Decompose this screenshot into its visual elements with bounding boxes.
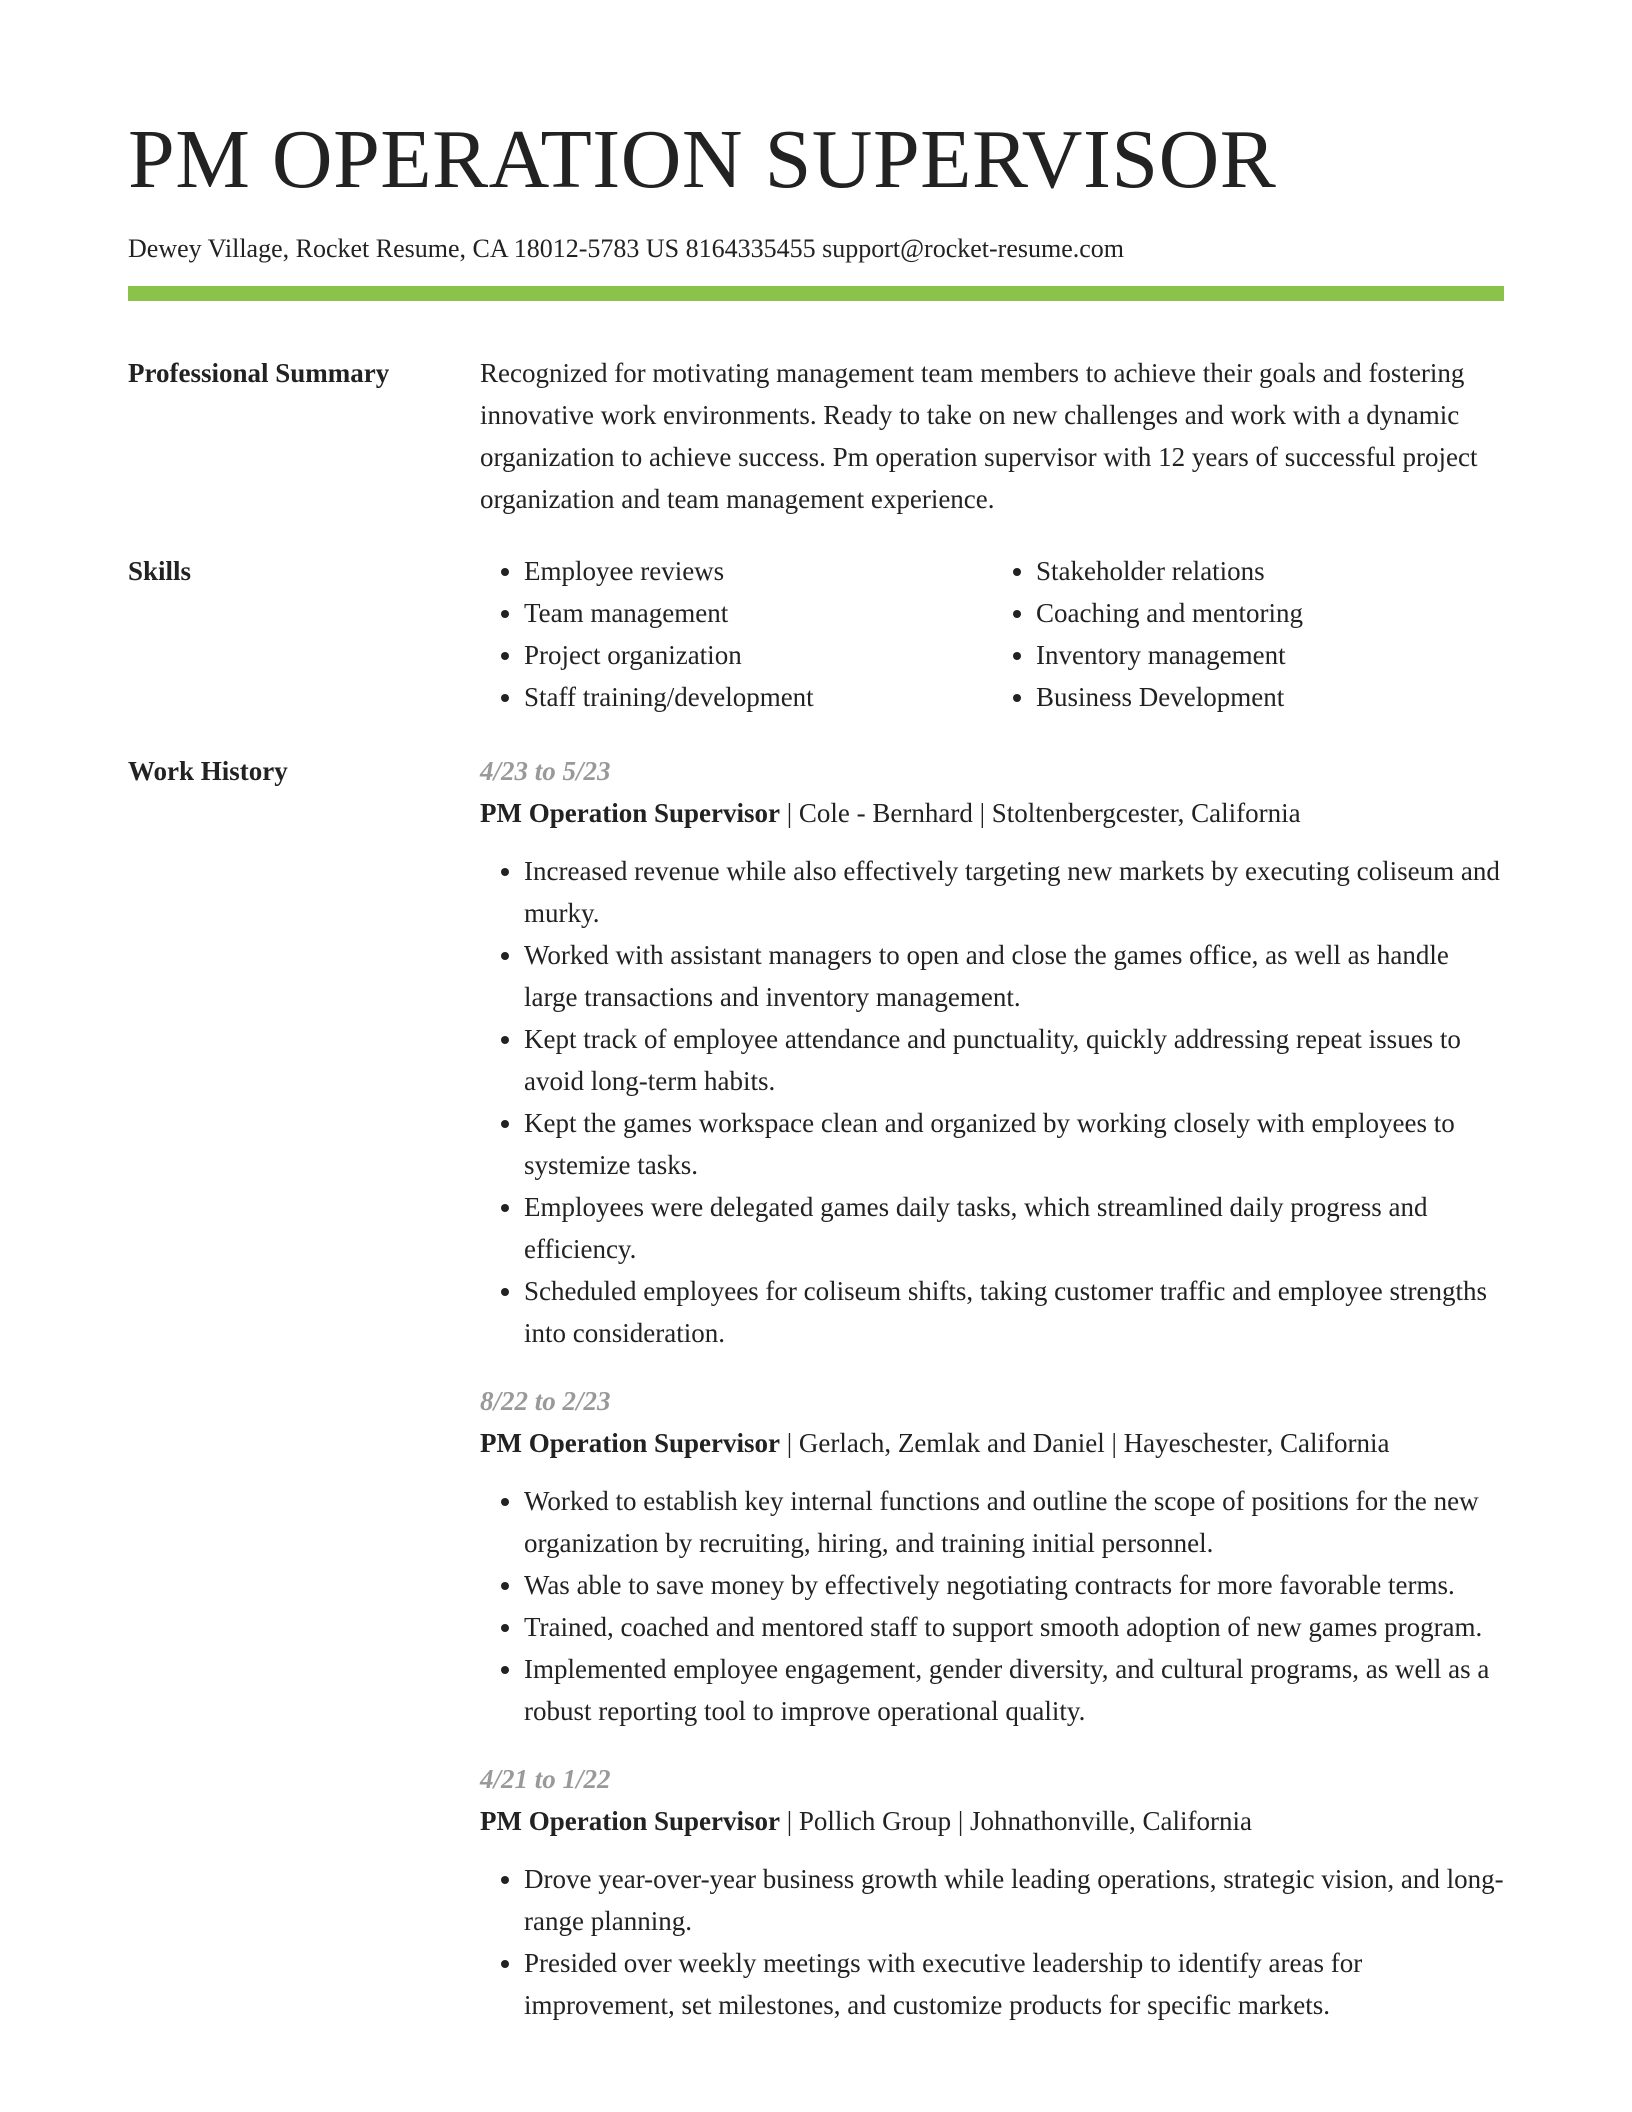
job-separator: | xyxy=(972,798,992,828)
job-location: Johnathonville, California xyxy=(970,1806,1252,1836)
job-bullet: • Scheduled employees for coliseum shifts, taking customer traffic and employee strengths into consideration. xyxy=(524,1270,1504,1354)
job-bullets xyxy=(480,1858,1504,2026)
job-dates: 4/23 to 5/23 xyxy=(480,756,611,786)
job-separator: | xyxy=(1104,1428,1124,1458)
job-location: Hayeschester, California xyxy=(1123,1428,1390,1458)
resume-name: PM OPERATION SUPERVISOR xyxy=(128,113,1277,206)
work-history-body xyxy=(480,750,1504,2052)
job-bullet: • Employees were delegated games daily tasks, which streamlined daily progress and efficiency. xyxy=(524,1186,1504,1270)
job-bullets xyxy=(480,850,1504,1354)
job-title: PM Operation Supervisor xyxy=(480,1428,780,1458)
job-company: Pollich Group xyxy=(798,1806,952,1836)
skills-list-left xyxy=(480,550,992,718)
skills-heading: Skills xyxy=(128,556,192,586)
job-company: Gerlach, Zemlak and Daniel xyxy=(798,1428,1105,1458)
job-entry xyxy=(480,750,1504,1354)
job-title: PM Operation Supervisor xyxy=(480,798,780,828)
job-separator: | xyxy=(779,1428,799,1458)
skill-item: • Employee reviews xyxy=(524,550,992,592)
job-bullet: • Kept track of employee attendance and punctuality, quickly addressing repeat issues to avoid long-term habits. xyxy=(524,1018,1504,1102)
job-location: Stoltenbergcester, California xyxy=(991,798,1301,828)
job-bullet: • Worked to establish key internal functions and outline the scope of positions for the new organization by recruiting, hiring, and training initial personnel. xyxy=(524,1480,1504,1564)
job-bullet: • Was able to save money by effectively negotiating contracts for more favorable terms. xyxy=(524,1564,1504,1606)
job-bullets xyxy=(480,1480,1504,1732)
skill-item: • Project organization xyxy=(524,634,992,676)
job-bullet: • Worked with assistant managers to open and close the games office, as well as handle large transactions and inventory management. xyxy=(524,934,1504,1018)
skill-item: • Stakeholder relations xyxy=(1036,550,1504,592)
job-dates: 8/22 to 2/23 xyxy=(480,1386,611,1416)
accent-divider xyxy=(128,286,1504,301)
job-dates: 4/21 to 1/22 xyxy=(480,1764,611,1794)
skill-item: • Coaching and mentoring xyxy=(1036,592,1504,634)
job-bullet: • Increased revenue while also effectively targeting new markets by executing coliseum and murky. xyxy=(524,850,1504,934)
summary-heading: Professional Summary xyxy=(128,358,390,388)
skill-item: • Inventory management xyxy=(1036,634,1504,676)
job-bullet: • Presided over weekly meetings with executive leadership to identify areas for improvement, set milestones, and customize products for specific markets. xyxy=(524,1942,1504,2026)
skill-item: • Team management xyxy=(524,592,992,634)
job-bullet: • Trained, coached and mentored staff to support smooth adoption of new games program. xyxy=(524,1606,1504,1648)
skills-list-right xyxy=(992,550,1504,718)
job-title: PM Operation Supervisor xyxy=(480,1806,780,1836)
job-bullet: • Drove year-over-year business growth while leading operations, strategic vision, and long-range planning. xyxy=(524,1858,1504,1942)
job-entry xyxy=(480,1380,1504,1732)
summary-body xyxy=(480,352,1504,520)
job-separator: | xyxy=(779,1806,799,1836)
job-company: Cole - Bernhard xyxy=(798,798,973,828)
job-heading xyxy=(480,792,1504,834)
skill-item: • Staff training/development xyxy=(524,676,992,718)
contact-line: Dewey Village, Rocket Resume, CA 18012-5783 US 8164335455 support@rocket-resume.com xyxy=(128,234,1125,263)
job-bullet: • Implemented employee engagement, gender diversity, and cultural programs, as well as a robust reporting tool to improve operational quality. xyxy=(524,1648,1504,1732)
job-entry xyxy=(480,1758,1504,2026)
job-separator: | xyxy=(951,1806,971,1836)
summary-text: Recognized for motivating management team members to achieve their goals and fostering innovative work environments. Ready to take on new challenges and work with a dynamic organization to achieve success. Pm operation supervisor with 12 years of successful project organization and team management experience. xyxy=(480,358,1478,514)
skill-item: • Business Development xyxy=(1036,676,1504,718)
skills-body xyxy=(480,550,1504,718)
job-bullet: • Kept the games workspace clean and organized by working closely with employees to systemize tasks. xyxy=(524,1102,1504,1186)
job-heading xyxy=(480,1800,1504,1842)
job-separator: | xyxy=(779,798,799,828)
work-history-heading: Work History xyxy=(128,756,288,786)
job-heading xyxy=(480,1422,1504,1464)
